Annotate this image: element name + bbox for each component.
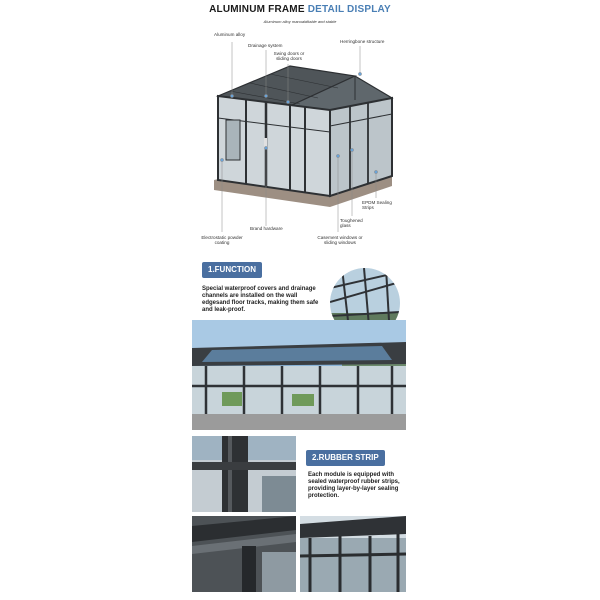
callout-herringbone: Herringbone structure [340, 39, 385, 44]
callout-casement-windows: Casement windows or sliding windows [317, 235, 363, 246]
callout-powder-coating: Electrostatic powder coating [201, 235, 243, 246]
photo-sunroom-terrace [192, 320, 406, 430]
section2-tag: 2.RUBBER STRIP [306, 450, 385, 466]
photo-profile-detail [192, 516, 296, 592]
callout-swing-doors: Swing doors or sliding doors [273, 51, 305, 62]
sunroom-diagram [0, 0, 600, 260]
callout-toughened-glass: Toughened glass [340, 218, 363, 229]
section2-text: Each module is equipped with sealed waterproof rubber strips, providing layer-by-layer sealing protection. [308, 472, 400, 499]
callout-brand-hardware: Brand hardware [250, 226, 283, 231]
section1-text: Special waterproof covers and drainage channels are installed on the wall edgesand floor tracks, making them safe and leak-proof. [202, 286, 319, 313]
section1-tag: 1.FUNCTION [202, 262, 262, 278]
callout-aluminum-alloy: Aluminum alloy [214, 32, 246, 37]
title-part2: DETAIL DISPLAY [307, 4, 391, 15]
callout-drainage-system: Drainage system [248, 43, 283, 48]
photo-sunroom-exterior [300, 516, 406, 592]
callout-epdm: EPDM Sealing Strips [362, 200, 392, 211]
photo-frame-closeup [192, 436, 296, 512]
page-subtitle: Aluminum alloy manualditable and stable [263, 19, 337, 24]
title-part1: ALUMINUM FRAME [209, 4, 305, 15]
